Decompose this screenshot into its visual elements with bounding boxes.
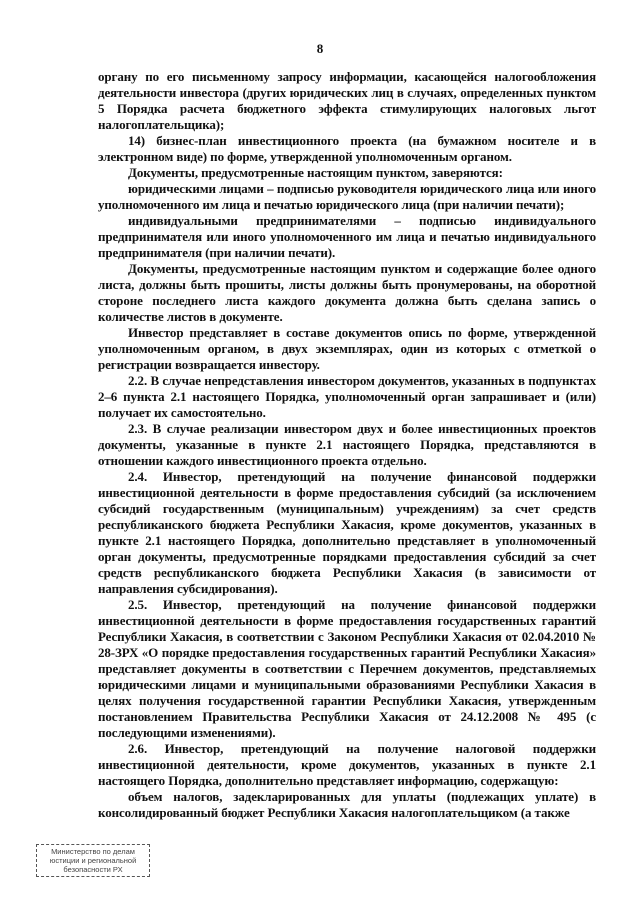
paragraph: 2.2. В случае непредставления инвестором документов, указанных в подпунктах 2–6 пункта 2.1 настоящего Порядка, уполномоченный орган запрашивает и (или) получает их самостоятельно.	[98, 373, 596, 420]
paragraph: юридическими лицами – подписью руководителя юридического лица или иного уполномоченного им лица и печатью юридического лица (при наличии печати);	[98, 181, 596, 212]
paragraph: органу по его письменному запросу информации, касающейся налогообложения деятельности инвестора (других юридических лиц в случаях, определенных пунктом 5 Порядка расчета бюджетного эффекта стимулирующих налоговых льгот налогоплательщика);	[98, 69, 596, 132]
paragraph: 2.5. Инвестор, претендующий на получение финансовой поддержки инвестиционной деятельности в форме предоставления государственных гарантий Республики Хакасия, в соответствии с Законом Республики Хакасия от 02.04.2010 № 28-ЗРХ «О порядке предоставления государственных гарантий Республики Хакасия» представляет документы в соответствии с Перечнем документов, представляемых юридическими лицами и муниципальными образованиями Республики Хакасия в целях получения государственной гарантии Республики Хакасия, утвержденным постановлением Правительства Республики Хакасия от 24.12.2008 № 495 (с последующими изменениями).	[98, 597, 596, 740]
paragraph: 2.3. В случае реализации инвестором двух и более инвестиционных проектов документы, указанные в пункте 2.1 настоящего Порядка, представляются в отношении каждого инвестиционного проекта отдельно.	[98, 421, 596, 468]
page-number: 8	[316, 41, 324, 56]
paragraph: объем налогов, задекларированных для уплаты (подлежащих уплате) в консолидированный бюджет Республики Хакасия налогоплательщиком (а также	[98, 789, 596, 820]
paragraph: Инвестор представляет в составе документов опись по форме, утвержденной уполномоченным органом, в двух экземплярах, один из которых с отметкой о регистрации возвращается инвестору.	[98, 325, 596, 372]
stamp-line: безопасности РХ	[63, 865, 123, 874]
paragraph: 14) бизнес-план инвестиционного проекта (на бумажном носителе и в электронном виде) по форме, утвержденной уполномоченным органом.	[98, 133, 596, 164]
paragraph: Документы, предусмотренные настоящим пунктом, заверяются:	[128, 165, 503, 180]
paragraph: Документы, предусмотренные настоящим пунктом и содержащие более одного листа, должны быть прошиты, листы должны быть пронумерованы, на оборотной стороне последнего листа каждого документа должна быть сделана запись о количестве листов в документе.	[98, 261, 596, 324]
paragraph: 2.4. Инвестор, претендующий на получение финансовой поддержки инвестиционной деятельности в форме предоставления субсидий (за исключением субсидий государственным (муниципальным) учреждениям) за счет средств республиканского бюджета Республики Хакасия, кроме документов, указанных в пункте 2.1 настоящего Порядка, дополнительно представляет в уполномоченный орган документы, предусмотренные порядками предоставления субсидий за счет средств республиканского бюджета Республики Хакасия (в зависимости от направления субсидирования).	[98, 469, 596, 596]
document-body	[98, 69, 596, 821]
paragraph: индивидуальными предпринимателями – подписью индивидуального предпринимателя или иного уполномоченного им лица и печатью индивидуального предпринимателя (при наличии печати).	[98, 213, 596, 260]
paragraph: 2.6. Инвестор, претендующий на получение налоговой поддержки инвестиционной деятельности, кроме документов, указанных в пункте 2.1 настоящего Порядка, дополнительно представляет информацию, содержащую:	[98, 741, 596, 788]
stamp-line: Министерство по делам	[51, 847, 135, 856]
registration-stamp	[36, 844, 150, 877]
stamp-line: юстиции и региональной	[49, 856, 137, 865]
